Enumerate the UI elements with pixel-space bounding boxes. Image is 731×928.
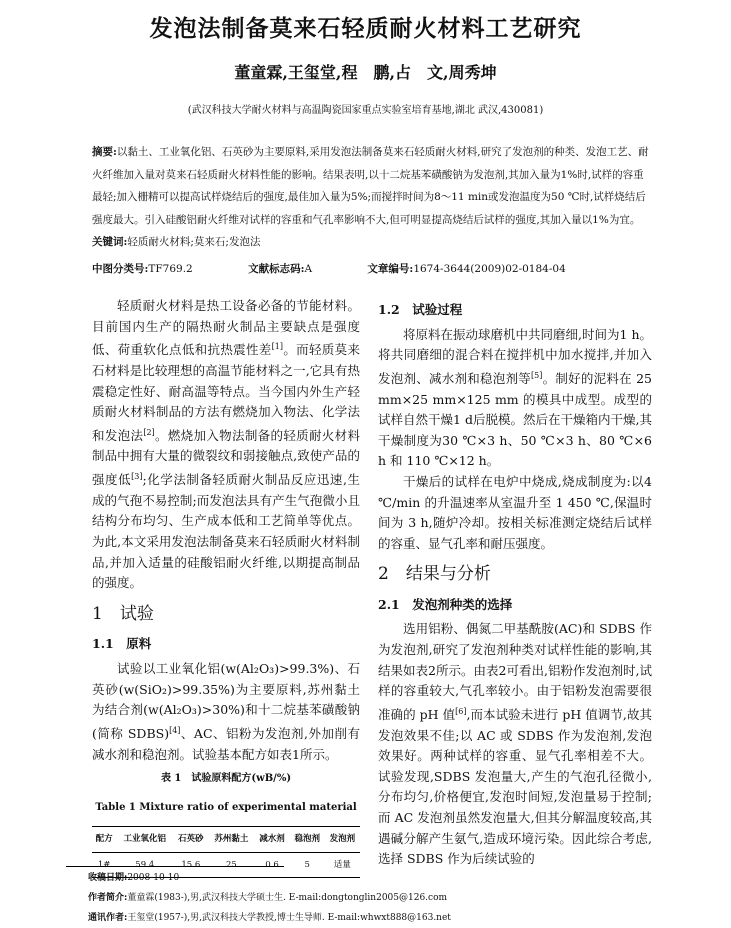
received-label: 收稿日期: <box>88 873 128 883</box>
citation: [4] <box>169 725 181 735</box>
right-column <box>378 296 652 870</box>
footnote-divider <box>66 866 284 867</box>
table-header: 发泡剂 <box>329 834 356 845</box>
table-header: 减水剂 <box>259 834 285 845</box>
table-cell: 5 <box>304 859 310 870</box>
classification-line <box>92 261 652 276</box>
corresponding-author: 王玺堂(1957-),男,武汉科技大学教授,博士生导师. E-mail:whwxt888@163.net <box>127 913 451 923</box>
table-cell: 15.6 <box>181 859 201 870</box>
results-paragraph: 选用铝粉、偶氮二甲基酰胺(AC)和 SDBS 作为发泡剂,研究了发泡剂种类对试样性能的影响,其结果如表2所示。由表2可看出,铝粉作发泡剂时,试样的容重较大,气孔率较小。由于铝粉发泡需要很准确的 pH 值[6],而本试验未进行 pH 值调节,故其发泡效果不佳;以 AC 或 SDBS 作为发泡剂,发泡效果好。两种试样的容重、显气孔率相差不大。试验发现,SDBS 发泡量大,产生的气泡孔径微小,分布均匀,价格便宜,发泡时间短,发泡量易于控制;而 AC 发泡剂虽然发泡量大,但其分解温度较高,其遇碱分解产生氨气,造成环境污染。因此综合考虑,选择 SDBS 作为后续试验的 <box>378 621 652 867</box>
author-bio: 董童霖(1983-),男,武汉科技大学硕士生. E-mail:dongtonglin2005@126.com <box>127 893 448 903</box>
author-list: 董童霖,王玺堂,程 鹏,占 文,周秀坤 <box>234 63 497 82</box>
left-column <box>92 296 360 878</box>
citation: [1] <box>271 342 283 352</box>
table-header: 配方 <box>95 834 113 845</box>
abstract-label: 摘要: <box>92 146 117 158</box>
table-caption-cn: 表 1 试验原料配方(wB/%) <box>160 773 292 785</box>
article-id-value: 1674-3644(2009)02-0184-04 <box>413 263 566 275</box>
subsection-heading: 1.1 原料 <box>92 636 152 652</box>
citation: [2] <box>143 427 155 437</box>
corresponding-label: 通讯作者: <box>88 913 128 923</box>
section-heading: 2 结果与分析 <box>378 564 491 585</box>
subsection-heading: 2.1 发泡剂种类的选择 <box>378 596 513 612</box>
intro-paragraph: 轻质耐火材料是热工设备必备的节能材料。目前国内生产的隔热耐火制品主要缺点是强度低、荷重软化点低和抗热震性差[1]。而轻质莫来石材料是比较理想的高温节能材料之一,它具有热震稳定性好、耐高温等特点。当今国内外生产轻质耐火材料制品的方法有燃烧加入物法、化学法和发泡法[2]。燃烧加入物法制备的轻质耐火材料制品中拥有大量的微裂纹和弱接触点,致使产品的强度低[3];化学法制备轻质耐火制品反应迅速,生成的气孢不易控制;而发泡法具有产生气孢微小且结构分布均匀、生产成本低和工艺简单等优点。为此,本文采用发泡法制备莫来石轻质耐火材料制品,并加入适量的硅酸铝耐火纤维,以期提高制品的强度。 <box>92 298 360 591</box>
table-header: 苏州黏土 <box>214 834 249 845</box>
paper-title: 发泡法制备莫来石轻质耐火材料工艺研究 <box>149 15 582 42</box>
article-id-label: 文章编号: <box>367 263 414 275</box>
table-header: 工业氧化铝 <box>123 834 167 845</box>
affiliation: (武汉科技大学耐火材料与高温陶瓷国家重点实验室培育基地,湖北 武汉,430081) <box>187 105 544 116</box>
table-cell: 1# <box>97 859 111 870</box>
table-caption-en: Table 1 Mixture ratio of experimental material <box>95 801 357 813</box>
table-header: 稳泡剂 <box>294 834 320 845</box>
section-heading: 1 试验 <box>92 603 154 624</box>
citation: [6] <box>455 706 467 716</box>
clc-value: TF769.2 <box>148 263 193 275</box>
clc-label: 中图分类号: <box>92 263 149 275</box>
firing-paragraph: 干燥后的试样在电炉中烧成,烧成制度为:以4 ℃/min 的升温速率从室温升至 1 450 ℃,保温时间为 3 h,随炉冷却。按相关标准测定烧结后试样的容重、显气孔率和耐压强度。 <box>378 473 652 551</box>
table-cell: 适量 <box>333 859 351 870</box>
author-bio-label: 作者简介: <box>88 893 128 903</box>
abstract-text: 以黏土、工业氧化铝、石英砂为主要原料,采用发泡法制备莫来石轻质耐火材料,研究了发泡剂的种类、发泡工艺、耐火纤维加入量对莫来石轻质耐火材料性能的影响。结果表明,以十二烷基苯磺酸钠为发泡剂,其加入量为1%时,试样的容重最轻;加入栅精可以提高试样烧结后的强度,最佳加入量为5%;而搅拌时间为8～11 min或发泡温度为50 ℃时,试样烧结后强度最大。引入硅酸铝耐火纤维对试样的容重和气孔率影响不大,但可明显提高烧结后试样的强度,其加入量以1%为宜。 <box>92 146 649 226</box>
footnote-block <box>88 868 688 928</box>
citation: [5] <box>531 370 543 380</box>
subsection-heading: 1.2 试验过程 <box>378 302 463 317</box>
keywords-text: 轻质耐火材料;莫来石;发泡法 <box>127 236 261 248</box>
table-cell: 59.4 <box>135 859 155 870</box>
doc-code-label: 文献标志码: <box>248 263 305 275</box>
table-cell: 0.6 <box>265 859 279 870</box>
materials-paragraph: 试验以工业氧化铝(w(Al₂O₃)>99.3%)、石英砂(w(SiO₂)>99.35%)为主要原料,苏州黏土为结合剂(w(Al₂O₃)>30%)和十二烷基苯磺酸钠(简称 SDBS)[4]、AC、铝粉为发泡剂,外加削有减水剂和稳泡剂。试验基本配方如表1所示。 <box>92 660 360 762</box>
abstract-block <box>92 141 652 254</box>
table-header: 石英砂 <box>178 834 204 845</box>
keywords-label: 关键词: <box>92 236 128 248</box>
citation: [3] <box>131 472 143 482</box>
table-cell: 25 <box>226 859 237 870</box>
process-paragraph: 将原料在振动球磨机中共同磨细,时间为1 h。将共同磨细的混合料在搅拌机中加水搅拌,并加入发泡剂、减水剂和稳泡剂等[5]。制好的泥料在 25 mm×25 mm×125 mm 的模具中成型。成型的试样自然干燥1 d后脱模。然后在干燥箱内干燥,其干燥制度为30 ℃×3 h、50 ℃×3 h、80 ℃×6 h 和 110 ℃×12 h。 <box>378 326 652 469</box>
received-date: 2008-10-10 <box>127 873 180 883</box>
doc-code-value: A <box>304 263 313 275</box>
